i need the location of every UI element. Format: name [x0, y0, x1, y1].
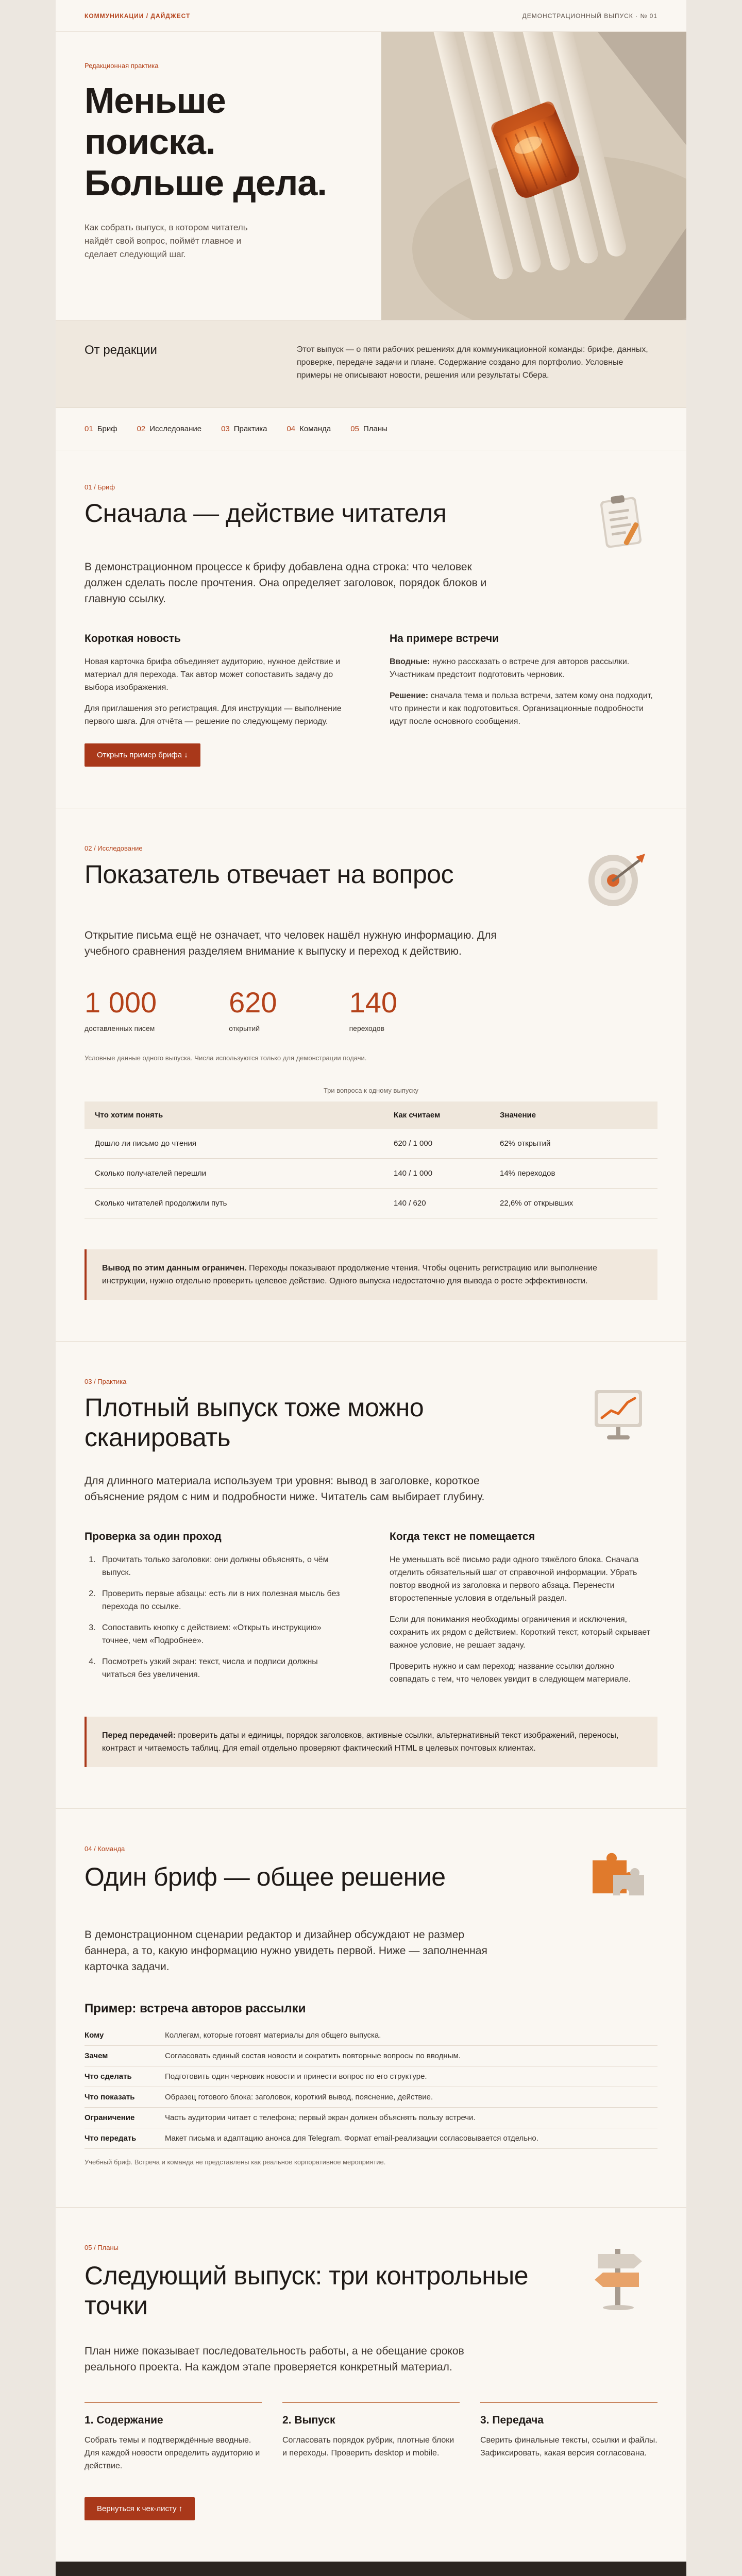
table-row	[85, 1159, 657, 1189]
nav-number: 01	[85, 425, 93, 433]
stats-row	[85, 986, 657, 1032]
puzzle-icon	[582, 1845, 649, 1909]
table-cell: 620 / 1 000	[383, 1129, 490, 1159]
column-paragraph: Новая карточка брифа объединяет аудиторию, нужное действие и материал для перехода. Так автор может сопоставить задачу до выбора изображения.	[85, 657, 341, 692]
meeting-example-column	[390, 633, 653, 767]
plan-step	[85, 2402, 262, 2472]
column-title: Проверка за один проход	[85, 1531, 222, 1543]
column-paragraph: Проверить нужно и сам переход: название ссылки должно совпадать с тем, что человек увидит в следующем материале.	[390, 1662, 631, 1684]
column-title: На примере встречи	[390, 633, 499, 645]
table-cell: 140 / 620	[383, 1189, 490, 1218]
brief-columns	[85, 633, 657, 767]
column-title: Когда текст не помещается	[390, 1531, 535, 1543]
hero-description: Как собрать выпуск, в котором читатель найдёт свой вопрос, поймёт главное и сделает следующий шаг.	[85, 223, 248, 259]
table-header-row	[85, 1101, 657, 1129]
nav-item-research[interactable]	[137, 425, 201, 433]
stat-opens	[229, 986, 277, 1032]
plan-step	[282, 2402, 460, 2472]
nav-number: 05	[350, 425, 359, 433]
brief-key: Что передать	[85, 2134, 137, 2143]
plan-step-title: 1. Содержание	[85, 2414, 163, 2426]
practice-columns	[85, 1531, 657, 1694]
callout-lead-in: Вывод по этим данным ограничен.	[102, 1264, 247, 1273]
section-eyebrow: 03 / Практика	[85, 1378, 127, 1385]
section-nav	[56, 408, 686, 450]
brief-value: Подготовить один черновик новости и принести вопрос по его структуре.	[165, 2072, 427, 2081]
section-research	[56, 808, 686, 1342]
stat-delivered	[85, 986, 157, 1032]
nav-item-practice[interactable]	[221, 425, 267, 433]
handoff-callout	[85, 1717, 657, 1767]
table-header: Что хотим понять	[85, 1101, 383, 1129]
section-title: Показатель отвечает на вопрос	[85, 860, 454, 889]
stat-label: переходов	[349, 1024, 384, 1032]
table-cell: Дошло ли письмо до чтения	[85, 1129, 383, 1159]
brief-row	[85, 2108, 657, 2128]
stat-number: 140	[349, 986, 398, 1019]
target-icon	[582, 850, 649, 914]
column-paragraph: Для приглашения это регистрация. Для инструкции — выполнение первого шага. Для отчёта — решение по следующему периоду.	[85, 704, 342, 726]
column-paragraph: Не уменьшать всё письмо ради одного тяжёлого блока. Сначала отделить обязательный шаг от справочной информации. Убрать повтор вводной из заголовка и первого абзаца. Перенести второстепенные условия в отдельный раздел.	[390, 1555, 639, 1603]
brief-row	[85, 2128, 657, 2149]
list-item: 4. Посмотреть узкий экран: текст, числа и подписи должны читаться без увеличения.	[98, 1655, 348, 1681]
issue-label: ДЕМОНСТРАЦИОННЫЙ ВЫПУСК · № 01	[522, 12, 657, 20]
metrics-table	[85, 1101, 657, 1218]
paragraph-lead-in: Решение:	[390, 691, 429, 700]
nav-item-plans[interactable]	[350, 425, 387, 433]
top-bar	[56, 0, 686, 32]
list-item: 1. Прочитать только заголовки: они должны объяснять, о чём выпуск.	[98, 1553, 348, 1579]
table-cell: 14% переходов	[490, 1159, 657, 1189]
column-paragraph	[390, 655, 653, 681]
column-paragraph: Если для понимания необходимы ограничения и исключения, сохранить их рядом с действием. Короткий текст, который скрывает важное условие, не решает задачу.	[390, 1615, 651, 1650]
paragraph-lead-in: Вводные:	[390, 657, 430, 666]
section-eyebrow: 04 / Команда	[85, 1845, 125, 1853]
text-overflow-column	[390, 1531, 653, 1694]
plan-step-title: 2. Выпуск	[282, 2414, 335, 2426]
section-eyebrow: 01 / Бриф	[85, 483, 115, 491]
section-lead: Открытие письма ещё не означает, что человек нашёл нужную информацию. Для учебного сравнения разделяем внимание к выпуску и переход к действию.	[85, 929, 497, 957]
clipboard-icon	[593, 492, 649, 556]
nav-label: Исследование	[149, 425, 202, 433]
brief-value: Часть аудитории читает с телефона; первый экран должен объяснять пользу встречи.	[165, 2113, 476, 2122]
section-lead: Для длинного материала используем три уровня: вывод в заголовке, короткое объяснение рядом с ним и подробности ниже. Читатель сам выбирает глубину.	[85, 1475, 485, 1503]
brief-key: Что сделать	[85, 2072, 132, 2081]
nav-label: Команда	[299, 425, 331, 433]
section-eyebrow: 02 / Исследование	[85, 844, 143, 852]
section-lead: В демонстрационном процессе к брифу добавлена одна строка: что человек должен сделать после прочтения. Она определяет заголовок, порядок блоков и главную ссылку.	[85, 561, 487, 605]
short-news-column	[85, 633, 348, 767]
section-title: Следующий выпуск: три контрольные точки	[85, 2261, 529, 2320]
column-title: Короткая новость	[85, 633, 181, 645]
plan-steps	[85, 2402, 657, 2472]
plan-step-text: Согласовать порядок рубрик, плотные блоки и переходы. Проверить desktop и mobile.	[282, 2436, 454, 2458]
section-practice	[56, 1342, 686, 1809]
plan-step-text: Собрать темы и подтверждённые вводные. Для каждой новости определить аудиторию и действие.	[85, 2436, 260, 2470]
data-limit-callout	[85, 1249, 657, 1300]
callout-lead-in: Перед передачей:	[102, 1731, 176, 1740]
hero-title-line: Меньше	[85, 80, 226, 121]
brief-row	[85, 2025, 657, 2046]
table-cell: 22,6% от открывших	[490, 1189, 657, 1218]
section-brief	[56, 450, 686, 808]
page	[56, 0, 686, 2576]
nav-number: 04	[286, 425, 296, 433]
signpost-icon	[587, 2239, 649, 2313]
hero-title-line: поиска.	[85, 122, 215, 162]
table-header: Как считаем	[383, 1101, 490, 1129]
brief-card	[85, 2025, 657, 2149]
stat-number: 620	[229, 986, 277, 1019]
brief-row	[85, 2066, 657, 2087]
section-title: Плотный выпуск тоже можно сканировать	[85, 1393, 424, 1452]
hero-text	[56, 32, 381, 320]
table-cell: Сколько получателей перешли	[85, 1159, 383, 1189]
brief-key: Ограничение	[85, 2113, 135, 2122]
nav-label: Практика	[233, 425, 267, 433]
plan-step-text: Сверить финальные тексты, ссылки и файлы. Зафиксировать, какая версия согласована.	[480, 2436, 657, 2458]
plan-step-title: 3. Передача	[480, 2414, 544, 2426]
section-team	[56, 1809, 686, 2208]
table-row	[85, 1129, 657, 1159]
chart-board-icon	[587, 1383, 649, 1447]
paragraph-text: нужно рассказать о встрече для авторов рассылки. Участникам предстоит подготовить черновик.	[390, 657, 630, 679]
section-plans	[56, 2208, 686, 2562]
stat-clicks	[349, 986, 397, 1032]
editor-note	[56, 320, 686, 408]
plan-step	[480, 2402, 657, 2472]
table-cell: 140 / 1 000	[383, 1159, 490, 1189]
nav-item-brief[interactable]	[85, 425, 117, 433]
brief-value: Образец готового блока: заголовок, короткий вывод, пояснение, действие.	[165, 2093, 433, 2102]
hero-title-line: Больше дела.	[85, 163, 327, 203]
hero-illustration	[381, 32, 686, 320]
brief-key: Зачем	[85, 2052, 108, 2060]
check-steps-list	[85, 1553, 348, 1681]
list-item: 3. Сопоставить кнопку с действием: «Открыть инструкцию» точнее, чем «Подробнее».	[98, 1621, 348, 1647]
hero-image	[381, 32, 686, 320]
stat-label: открытий	[229, 1024, 260, 1032]
table-row	[85, 1189, 657, 1218]
column-paragraph	[390, 689, 653, 728]
list-item: 2. Проверить первые абзацы: есть ли в них полезная мысль без перехода по ссылке.	[98, 1587, 348, 1613]
brief-value: Макет письма и адаптацию анонса для Telegram. Формат email-реализации согласовывается отдельно.	[165, 2134, 538, 2143]
stat-number: 1 000	[85, 986, 157, 1019]
stats-note: Условные данные одного выпуска. Числа используются только для демонстрации подачи.	[85, 1054, 367, 1062]
brief-value: Коллегам, которые готовят материалы для общего выпуска.	[165, 2031, 381, 2040]
hero	[56, 32, 686, 320]
nav-label: Планы	[363, 425, 387, 433]
section-lead: План ниже показывает последовательность работы, а не обещание сроков реального проекта. На каждом этапе проверяется конкретный материал.	[85, 2345, 464, 2373]
editor-text: Этот выпуск — о пяти рабочих решениях для коммуникационной команды: брифе, данных, проверке, передаче задачи и плане. Содержание создано для портфолио. Условные примеры не описывают новости, решения или результаты Сбера.	[297, 345, 648, 380]
nav-item-team[interactable]	[286, 425, 331, 433]
table-caption: Три вопроса к одному выпуску	[323, 1087, 419, 1094]
section-lead: В демонстрационном сценарии редактор и дизайнер обсуждают не размер баннера, а то, какую информацию нужно увидеть первой. Ниже — заполненная карточка задачи.	[85, 1929, 487, 1973]
nav-number: 03	[221, 425, 230, 433]
nav-number: 02	[137, 425, 146, 433]
table-header: Значение	[490, 1101, 657, 1129]
back-to-checklist-button[interactable]: Вернуться к чек-листу ↑	[85, 2497, 195, 2520]
one-pass-check-column	[85, 1531, 348, 1694]
brief-value: Согласовать единый состав новости и сократить повторные вопросы по вводным.	[165, 2052, 461, 2060]
table-cell: 62% открытий	[490, 1129, 657, 1159]
brief-key: Кому	[85, 2031, 104, 2040]
brief-note: Учебный бриф. Встреча и команда не представлены как реальное корпоративное мероприятие.	[85, 2158, 386, 2166]
callout-text: Переходы показывают продолжение чтения. Чтобы оценить регистрацию или выполнение инструкции, нужно отдельно проверить целевое действие. Одного выпуска недостаточно для вывода о росте эффективности.	[102, 1264, 597, 1285]
brief-title: Пример: встреча авторов рассылки	[85, 2002, 306, 2015]
nav-label: Бриф	[97, 425, 117, 433]
closing-section	[56, 2562, 686, 2576]
section-eyebrow: 05 / Планы	[85, 2244, 119, 2251]
stat-label: доставленных писем	[85, 1024, 155, 1032]
brief-key: Что показать	[85, 2093, 135, 2102]
paragraph-text: сначала тема и польза встречи, затем кому она подходит, что принести и как подготовиться. Организационные подробности идут после основного сообщения.	[390, 691, 653, 726]
brand-label[interactable]: КОММУНИКАЦИИ / ДАЙДЖЕСТ	[85, 12, 191, 20]
section-title: Сначала — действие читателя	[85, 499, 447, 528]
callout-text: проверить даты и единицы, порядок заголовков, активные ссылки, альтернативный текст изображений, переносы, контраст и читаемость таблиц. Для email отдельно проверяют фактический HTML в целевых почтовых клиентах.	[102, 1731, 619, 1753]
section-title: Один бриф — общее решение	[85, 1862, 446, 1891]
brief-row	[85, 2046, 657, 2066]
editor-title: От редакции	[85, 343, 157, 357]
brief-row	[85, 2087, 657, 2108]
hero-eyebrow: Редакционная практика	[85, 62, 159, 70]
open-brief-example-button[interactable]: Открыть пример брифа ↓	[85, 743, 200, 767]
hero-title	[85, 80, 352, 204]
table-cell: Сколько читателей продолжили путь	[85, 1189, 383, 1218]
